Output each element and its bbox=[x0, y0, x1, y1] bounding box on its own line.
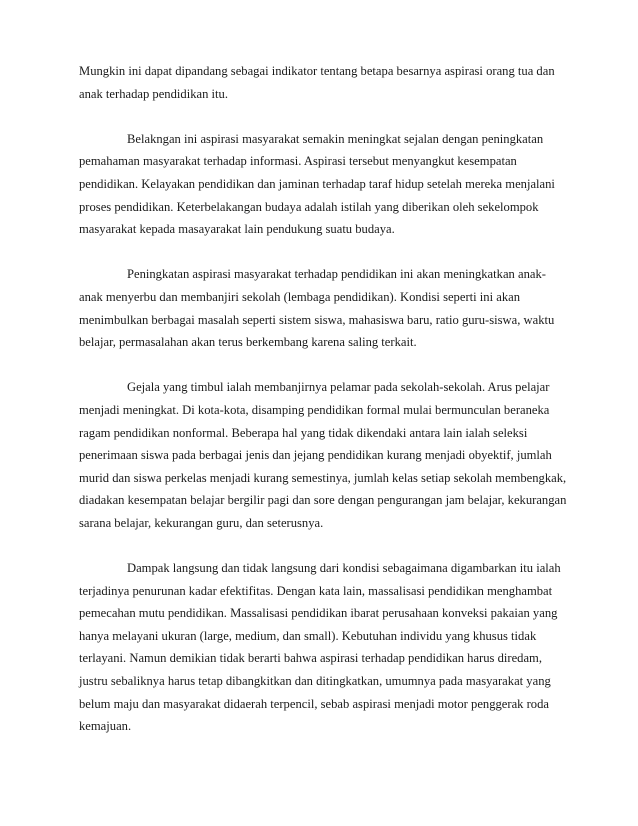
paragraph-gejala: Gejala yang timbul ialah membanjirnya pelamar pada sekolah-sekolah. Arus pelajar menjadi meningkat. Di kota-kota, disamping pendidikan formal mulai bermunculan beraneka ragam pendidikan nonformal. Beberapa hal yang tidak dikendaki antara lain ialah seleksi penerimaan siswa pada berbagai jenis dan jejang pendidikan kurang menjadi obyektif, jumlah murid dan siswa perkelas menjadi kurang semestinya, jumlah kelas setiap sekolah membengkak, diadakan kesempatan belajar bergilir pagi dan sore dengan pengurangan jam belajar, kekurangan sarana belajar, kekurangan guru, dan seterusnya. bbox=[79, 380, 567, 530]
paragraph-dampak: Dampak langsung dan tidak langsung dari kondisi sebagaimana digambarkan itu ialah terjadinya penurunan kadar efektifitas. Dengan kata lain, massalisasi pendidikan menghambat pemecahan mutu pendidikan. Massalisasi pendidikan ibarat perusahaan konveksi pakaian yang hanya melayani ukuran (large, medium, dan small). Kebutuhan individu yang khusus tidak terlayani. Namun demikian tidak berarti bahwa aspirasi terhadap pendidikan harus diredam, justru sebaliknya harus tetap dibangkitkan dan ditingkatkan, umumnya pada masyarakat yang belum maju dan masyarakat didaerah terpencil, sebab aspirasi menjadi motor penggerak roda kemajuan. bbox=[79, 561, 561, 734]
paragraph-aspirasi: Belakngan ini aspirasi masyarakat semakin meningkat sejalan dengan peningkatan pemahaman masyarakat terhadap informasi. Aspirasi tersebut menyangkut kesempatan pendidikan. Kelayakan pendidikan dan jaminan terhadap taraf hidup setelah mereka menjalani proses pendidikan. Keterbelakangan budaya adalah istilah yang diberikan oleh sekelompok masyarakat kepada masayarakat lain pendukung suatu budaya. bbox=[79, 131, 555, 237]
paragraph-continuation: Mungkin ini dapat dipandang sebagai indikator tentang betapa besarnya aspirasi orang tua dan anak terhadap pendidikan itu. bbox=[79, 64, 555, 101]
document-body bbox=[79, 60, 569, 738]
paragraph-peningkatan: Peningkatan aspirasi masyarakat terhadap pendidikan ini akan meningkatkan anak-anak menyerbu dan membanjiri sekolah (lembaga pendidikan). Kondisi seperti ini akan menimbulkan berbagai masalah seperti sistem siswa, mahasiswa baru, ratio guru-siswa, waktu belajar, permasalahan akan terus berkembang karena saling terkait. bbox=[79, 267, 555, 350]
